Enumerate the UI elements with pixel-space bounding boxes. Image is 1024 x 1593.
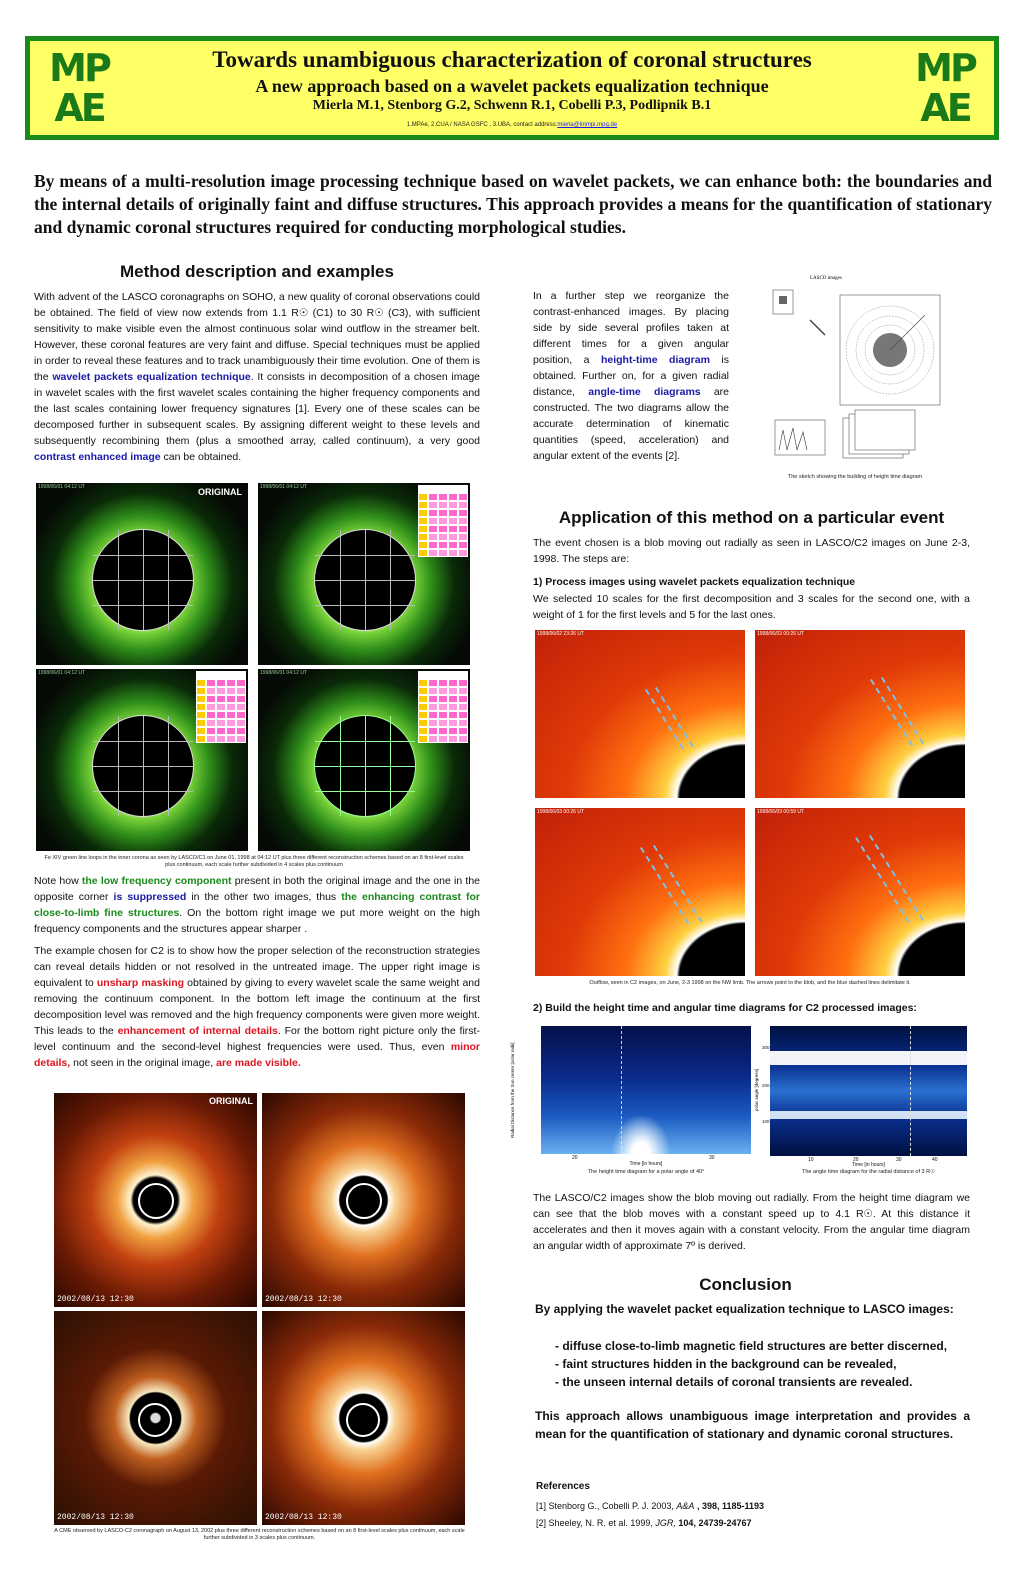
weight-cell xyxy=(418,541,428,549)
conclusion-closing: This approach allows unambiguous image interpretation and provides a mean for the quantification of stationary and dynamic coronal structures. xyxy=(535,1409,970,1441)
step-1-text: We selected 10 scales for the first decomposition and 3 scales for the second one, with a weight of 1 for the first levels and 5 for the last ones. xyxy=(533,593,970,621)
weight-table xyxy=(196,671,246,743)
step-1-title: 1) Process images using wavelet packets equalization technique xyxy=(533,576,856,588)
weight-table xyxy=(418,671,468,743)
weight-cell xyxy=(216,687,226,695)
weight-cell xyxy=(226,687,236,695)
weight-cell xyxy=(418,517,428,525)
results-paragraph: The LASCO/C2 images show the blob moving out radially. From the height time diagram we can see that the blob moves with a constant speed up to 4.1 R☉. At this distance it accelerates and then it moves again with a constant velocity. From the angular time diagram an angular width of approximate 7º is derived. xyxy=(533,1192,970,1252)
weight-cell xyxy=(428,509,438,517)
method-paragraph-1: With advent of the LASCO coronagraphs on SOHO, a new quality of coronal observations could be obtained. The field of view now extends from 1.1 R☉ (C1) to 30 R☉ (C3), with sufficient sensitivity to make visible even the almost continuous solar wind outflow in the streamer belt. However, these coronal features are very faint and diffuse. Special techniques must be applied in order to reveal these features and to track unambiguously their time evolution. One of them is the wavelet packets equalization technique. It consists in decomposition of a chosen image in wavelet scales with the first wavelet scales containing the higher frequency components and the last scales containing lower frequency signatures [1]. Every one of these scales can be decomposed further in subsequent scales. By assigning different weight to these levels and subsequently recombining them (plus a smoothed array, called continuum), a very good contrast enhanced image can be obtained. xyxy=(34,291,481,463)
weight-cell xyxy=(418,549,428,557)
weight-cell xyxy=(448,549,458,557)
c1-original-image: 1998/06/01 04:12 UT ORIGINAL xyxy=(36,483,248,665)
weight-cell xyxy=(428,719,438,727)
step-2-title: 2) Build the height time and angular time diagrams for C2 processed images: xyxy=(533,1002,917,1014)
weight-cell xyxy=(196,671,206,679)
weight-cell xyxy=(428,517,438,525)
ht-x-tick: 20 xyxy=(572,1155,578,1161)
weight-cell xyxy=(206,687,216,695)
method-section-title: Method description and examples xyxy=(120,262,394,281)
mpae-logo-right: MP AE xyxy=(915,46,975,130)
at-y-tick: 300 xyxy=(762,1045,770,1050)
weight-cell xyxy=(428,711,438,719)
weight-cell xyxy=(418,679,428,687)
weight-cell xyxy=(226,695,236,703)
weight-cell xyxy=(236,719,246,727)
weight-cell xyxy=(458,703,468,711)
c2-unsharp-mask-image: 2002/08/13 12:30 xyxy=(262,1093,465,1307)
weight-cell xyxy=(428,549,438,557)
conclusion-item: - faint structures hidden in the background can be revealed, xyxy=(555,1357,897,1371)
weight-cell xyxy=(216,719,226,727)
c2-minor-details-image: 2002/08/13 12:30 xyxy=(262,1311,465,1525)
weight-cell xyxy=(458,735,468,743)
weight-cell xyxy=(448,703,458,711)
weight-cell xyxy=(236,711,246,719)
at-x-tick: 10 xyxy=(808,1157,814,1163)
conclusion-item: - the unseen internal details of coronal transients are revealed. xyxy=(555,1375,913,1389)
weight-cell xyxy=(418,687,428,695)
weight-cell xyxy=(216,711,226,719)
weight-cell xyxy=(216,695,226,703)
weight-cell xyxy=(438,517,448,525)
weight-cell xyxy=(438,711,448,719)
weight-cell xyxy=(438,485,448,493)
weight-cell xyxy=(448,509,458,517)
weight-cell xyxy=(448,687,458,695)
author-list: Mierla M.1, Stenborg G.2, Schwenn R.1, Cobelli P.3, Podlipnik B.1 xyxy=(312,98,712,113)
sketch-label: LASCO images xyxy=(810,276,842,281)
at-x-label: Time [in hours] xyxy=(852,1162,885,1168)
weight-cell xyxy=(226,703,236,711)
weight-cell xyxy=(458,687,468,695)
weight-cell xyxy=(418,509,428,517)
poster-title: Towards unambiguous characterization of coronal structures xyxy=(212,47,812,72)
weight-cell xyxy=(428,695,438,703)
references-title: References xyxy=(536,1481,590,1492)
frames-caption: Outflow, seen in C2 images, on June, 2-3 1998 on the NW limb. The arrows point to the blob, and the blue dashed lines delimitate it. xyxy=(589,980,911,986)
ht-x-tick: 30 xyxy=(709,1155,715,1161)
method-paragraph-3: The example chosen for C2 is to show how the proper selection of the reconstruction strategies can reveal details hidden or not resolved in the untreated image. The upper right image is equivalent to unsharp masking obtained by giving to every wavelet scale the same weight and removing the continuum component. In the bottom left image the continuum at the first decomposition level was removed and the high frequency components were given more weight. This leads to the enhancement of internal details. For the bottom right picture only the first-level continuum and the second-level highest frequencies were used. Thus, even minor details, not seen in the original image, are made visible. xyxy=(34,945,480,1069)
weight-cell xyxy=(226,719,236,727)
weight-cell xyxy=(438,703,448,711)
weight-cell xyxy=(448,735,458,743)
weight-cell xyxy=(448,541,458,549)
angle-time-diagram xyxy=(770,1026,967,1156)
weight-cell xyxy=(458,517,468,525)
c2-frame-2: 1998/06/03 00:26 UT xyxy=(755,630,965,798)
c2-figure-caption: A CME observed by LASCO-C2 coronagraph on August 13, 2002 plus three different reconstruction schemes based on an 8 first-level scales plus continuum, each scale further subdivided in 3 scales plus continuum. xyxy=(54,1528,465,1541)
weight-cell xyxy=(458,525,468,533)
abstract: By means of a multi-resolution image processing technique based on wavelet packets, we can enhance both: the boundaries and the internal details of originally faint and diffuse structures. This approach provides a means for the quantification of stationary and dynamic coronal structures required for conducting morphological studies. xyxy=(34,171,992,237)
c2-frame-3: 1998/06/03 00:26 UT xyxy=(535,808,745,976)
weight-cell xyxy=(206,711,216,719)
weight-cell xyxy=(196,735,206,743)
c2-original-image: ORIGINAL 2002/08/13 12:30 xyxy=(54,1093,257,1307)
c1-figure-caption: Fe XIV green line loops in the inner corona as seen by LASCO/C1 on June 01, 1998 at 04:12 UT plus three different reconstruction schemes based on an 8 first-level scales plus continuum, each scale further subdivided in 4 scales plus continuum xyxy=(44,855,464,868)
height-time-caption: The height time diagram for a polar angle of 40° xyxy=(587,1169,705,1175)
method-paragraph-2: Note how the low frequency component present in both the original image and the one in the opposite corner is suppressed in the other two images, thus the enhancing contrast for close-to-limb fine structures. On the bottom right image we put more weight on the high frequency components and the structures appear sharper . xyxy=(34,875,481,935)
weight-cell xyxy=(418,493,428,501)
weight-cell xyxy=(458,485,468,493)
application-section-title: Application of this method on a particular event xyxy=(558,508,945,527)
weight-cell xyxy=(206,703,216,711)
weight-cell xyxy=(438,679,448,687)
reference-1: [1] Stenborg G., Cobelli P. J. 2003, A&A , 398, 1185-1193 xyxy=(536,1501,765,1511)
weight-cell xyxy=(448,533,458,541)
weight-cell xyxy=(438,509,448,517)
weight-cell xyxy=(448,501,458,509)
weight-cell xyxy=(458,549,468,557)
weight-cell xyxy=(206,679,216,687)
weight-cell xyxy=(458,493,468,501)
weight-cell xyxy=(226,727,236,735)
weight-cell xyxy=(196,687,206,695)
conclusion-lead: By applying the wavelet packet equalization technique to LASCO images: xyxy=(535,1302,954,1316)
weight-cell xyxy=(418,727,428,735)
weight-cell xyxy=(216,671,226,679)
weight-cell xyxy=(448,671,458,679)
height-time-diagram xyxy=(541,1026,751,1154)
weight-cell xyxy=(458,533,468,541)
weight-cell xyxy=(448,493,458,501)
weight-cell xyxy=(418,525,428,533)
weight-cell xyxy=(428,735,438,743)
reference-2: [2] Sheeley, N. R. et al. 1999, JGR, 104, 24739-24767 xyxy=(536,1518,752,1528)
weight-cell xyxy=(226,671,236,679)
weight-cell xyxy=(196,711,206,719)
weight-cell xyxy=(448,525,458,533)
original-tag: ORIGINAL xyxy=(198,487,242,497)
weight-cell xyxy=(206,735,216,743)
weight-cell xyxy=(448,679,458,687)
at-x-tick: 30 xyxy=(896,1157,902,1163)
weight-cell xyxy=(196,679,206,687)
weight-cell xyxy=(458,501,468,509)
c2-frame-1: 1998/06/02 23:26 UT xyxy=(535,630,745,798)
weight-cell xyxy=(458,727,468,735)
weight-cell xyxy=(438,541,448,549)
weight-cell xyxy=(418,671,428,679)
weight-cell xyxy=(428,679,438,687)
weight-cell xyxy=(196,695,206,703)
weight-cell xyxy=(196,719,206,727)
weight-cell xyxy=(458,541,468,549)
weight-cell xyxy=(438,735,448,743)
at-y-tick: 100 xyxy=(762,1119,770,1124)
sketch-caption: The sketch showing the building of height time diagram xyxy=(787,474,923,480)
weight-cell xyxy=(206,671,216,679)
conclusion-list xyxy=(555,1337,975,1391)
weight-cell xyxy=(236,703,246,711)
weight-cell xyxy=(438,727,448,735)
weight-cell xyxy=(428,533,438,541)
weight-cell xyxy=(206,727,216,735)
weight-cell xyxy=(196,703,206,711)
weight-cell xyxy=(438,549,448,557)
weight-cell xyxy=(458,711,468,719)
conclusion-item: - diffuse close-to-limb magnetic field structures are better discerned, xyxy=(555,1339,948,1353)
weight-cell xyxy=(448,719,458,727)
height-time-sketch xyxy=(765,270,945,470)
weight-cell xyxy=(418,485,428,493)
weight-cell xyxy=(428,525,438,533)
poster-header xyxy=(25,36,999,140)
weight-cell xyxy=(428,703,438,711)
weight-cell xyxy=(418,533,428,541)
weight-cell xyxy=(448,727,458,735)
weight-cell xyxy=(438,719,448,727)
weight-cell xyxy=(236,735,246,743)
application-intro: The event chosen is a blob moving out radially as seen in LASCO/C2 images on June 2-3, 1998. The steps are: xyxy=(533,537,970,565)
weight-cell xyxy=(428,541,438,549)
at-y-tick: 200 xyxy=(762,1083,770,1088)
weight-cell xyxy=(236,679,246,687)
weight-cell xyxy=(418,695,428,703)
affiliations: 1.MPAe, 2.CUA / NASA GSFC , 3.UBA, contact address:mierla@linmpi.mpg.de xyxy=(406,122,618,128)
weight-cell xyxy=(448,711,458,719)
ht-x-label: Time [in hours] xyxy=(629,1161,663,1167)
contact-email-link[interactable]: mierla@linmpi.mpg.de xyxy=(557,122,618,128)
weight-cell xyxy=(428,687,438,695)
weight-cell xyxy=(418,501,428,509)
weight-cell xyxy=(438,695,448,703)
weight-cell xyxy=(428,493,438,501)
weight-cell xyxy=(458,509,468,517)
weight-cell xyxy=(438,501,448,509)
at-x-tick: 40 xyxy=(932,1157,938,1163)
weight-table xyxy=(418,485,468,557)
weight-cell xyxy=(418,719,428,727)
c2-frame-4: 1998/06/03 00:59 UT xyxy=(755,808,965,976)
weight-cell xyxy=(216,727,226,735)
c1-reconstruction-1: 1998/06/01 04:12 UT xyxy=(258,483,470,665)
weight-cell xyxy=(448,695,458,703)
mpae-logo-left: MP AE xyxy=(49,46,109,130)
weight-cell xyxy=(418,703,428,711)
at-x-tick: 20 xyxy=(853,1157,859,1163)
diagram-description: In a further step we reorganize the contrast-enhanced images. By placing side by side several profiles taken at different times for a given angular position, a height-time diagram is obtained. Further on, for a given radial distance, angle-time diagrams are constructed. The two diagrams allow the accurate determination of kinematic quantities (speed, acceleration) and angular extent of the events [2]. xyxy=(533,290,729,462)
weight-cell xyxy=(458,719,468,727)
weight-cell xyxy=(428,501,438,509)
weight-cell xyxy=(448,517,458,525)
poster-subtitle: A new approach based on a wavelet packets equalization technique xyxy=(255,76,769,96)
weight-cell xyxy=(438,493,448,501)
weight-cell xyxy=(216,703,226,711)
weight-cell xyxy=(236,695,246,703)
weight-cell xyxy=(216,679,226,687)
c2-internal-details-image: 2002/08/13 12:30 xyxy=(54,1311,257,1525)
weight-cell xyxy=(418,711,428,719)
weight-cell xyxy=(458,695,468,703)
weight-cell xyxy=(226,711,236,719)
weight-cell xyxy=(236,727,246,735)
weight-cell xyxy=(448,485,458,493)
ht-y-label: Radial Distance from the Sun center [solar radii] xyxy=(510,1042,515,1138)
weight-cell xyxy=(438,671,448,679)
weight-cell xyxy=(438,687,448,695)
weight-cell xyxy=(458,671,468,679)
weight-cell xyxy=(206,719,216,727)
weight-cell xyxy=(418,735,428,743)
weight-cell xyxy=(236,687,246,695)
weight-cell xyxy=(458,679,468,687)
weight-cell xyxy=(216,735,226,743)
weight-cell xyxy=(438,533,448,541)
header-banner xyxy=(30,41,994,135)
weight-cell xyxy=(428,727,438,735)
c1-reconstruction-3: 1998/06/01 04:12 UT xyxy=(258,669,470,851)
weight-cell xyxy=(236,671,246,679)
weight-cell xyxy=(428,671,438,679)
weight-cell xyxy=(206,695,216,703)
angle-time-caption: The angle time diagram for the radial distance of 3 R☉ xyxy=(801,1169,936,1175)
c1-reconstruction-2: 1998/06/01 04:12 UT xyxy=(36,669,248,851)
conclusion-title: Conclusion xyxy=(699,1275,792,1294)
weight-cell xyxy=(438,525,448,533)
weight-cell xyxy=(226,735,236,743)
weight-cell xyxy=(226,679,236,687)
weight-cell xyxy=(428,485,438,493)
weight-cell xyxy=(196,727,206,735)
at-y-label: polar angle [degrees] xyxy=(754,1068,759,1112)
